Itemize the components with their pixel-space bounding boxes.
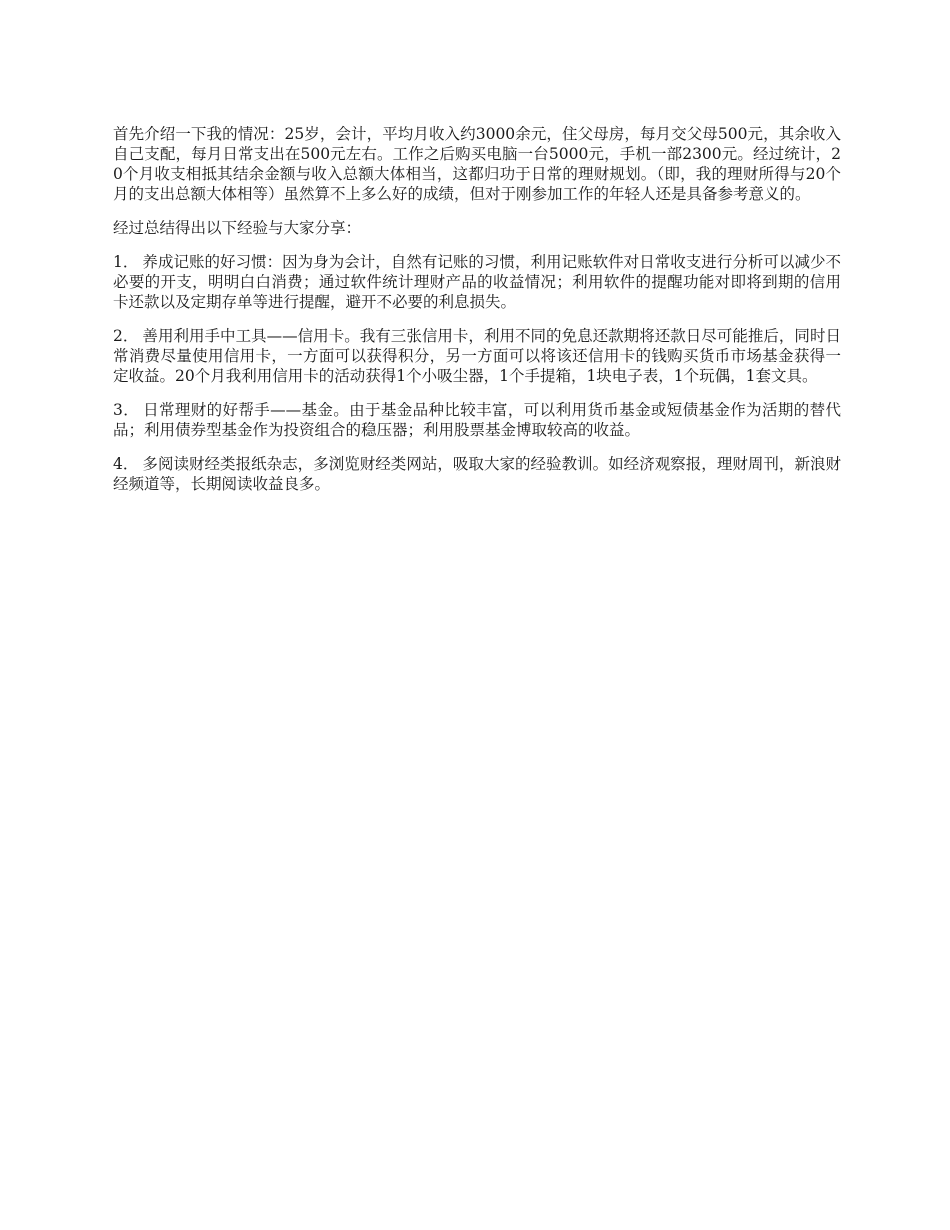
tip-paragraph-2 [113,326,841,386]
tip-paragraph-3 [113,400,841,440]
summary-lead-paragraph [113,218,841,238]
tip-paragraph-4 [113,454,841,494]
list-number: 3． [113,401,140,419]
paragraph-text: 日常理财的好帮手——基金。由于基金品种比较丰富，可以利用货币基金或短债基金作为活期的替代品；利用债券型基金作为投资组合的稳压器；利用股票基金博取较高的收益。 [113,401,841,439]
tip-paragraph-1 [113,252,841,312]
list-number: 4． [113,455,139,473]
list-number: 2． [113,327,139,345]
paragraph-text: 多阅读财经类报纸杂志，多浏览财经类网站，吸取大家的经验教训。如经济观察报，理财周刊，新浪财经频道等，长期阅读收益良多。 [113,455,841,493]
intro-paragraph [113,124,841,204]
paragraph-text: 首先介绍一下我的情况：25岁，会计，平均月收入约3000余元，住父母房，每月交父母500元，其余收入自己支配，每月日常支出在500元左右。工作之后购买电脑一台5000元，手机一部2300元。经过统计，20个月收支相抵其结余金额与收入总额大体相当，这都归功于日常的理财规划。（即，我的理财所得与20个月的支出总额大体相等）虽然算不上多么好的成绩，但对于刚参加工作的年轻人还是具备参考意义的。 [113,125,841,203]
paragraph-text: 经过总结得出以下经验与大家分享： [113,219,362,237]
paragraph-text: 养成记账的好习惯：因为身为会计，自然有记账的习惯，利用记账软件对日常收支进行分析可以减少不必要的开支，明明白白消费；通过软件统计理财产品的收益情况；利用软件的提醒功能对即将到期的信用卡还款以及定期存单等进行提醒，避开不必要的利息损失。 [113,253,841,311]
paragraph-text: 善用利用手中工具——信用卡。我有三张信用卡，利用不同的免息还款期将还款日尽可能推后，同时日常消费尽量使用信用卡，一方面可以获得积分，另一方面可以将该还信用卡的钱购买货币市场基金获得一定收益。20个月我利用信用卡的活动获得1个小吸尘器，1个手提箱，1块电子表，1个玩偶，1套文具。 [113,327,841,385]
document-body [113,124,841,508]
list-number: 1． [113,253,139,271]
